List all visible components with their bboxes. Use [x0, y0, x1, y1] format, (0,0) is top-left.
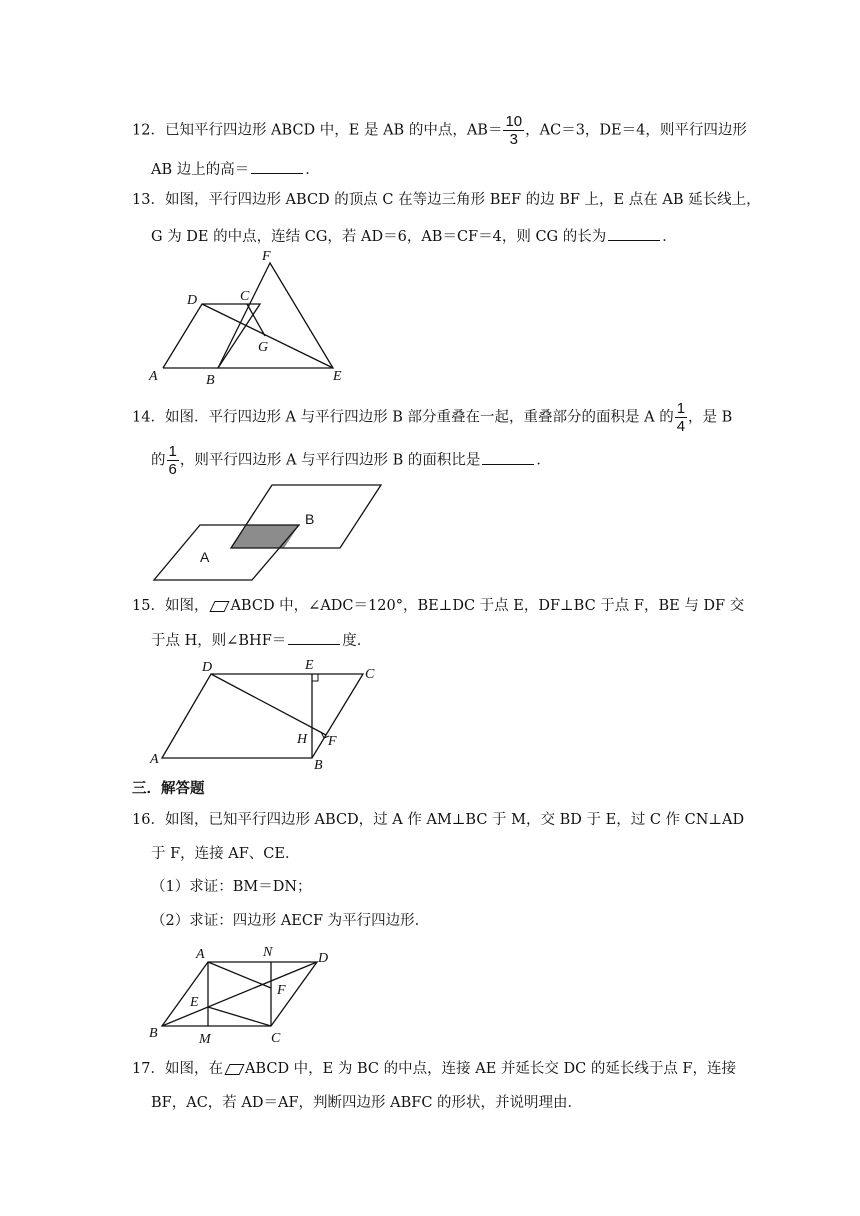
q13-period: ． [662, 229, 677, 245]
q12-text-c: AB 边上的高＝ [151, 162, 250, 178]
q15-line2 [151, 630, 371, 651]
label-e: E [305, 658, 314, 673]
q13-line1: 13．如图，平行四边形 ABCD 的顶点 C 在等边三角形 BEF 的边 BF 上，E 点在 AB 延长线上， [132, 192, 761, 208]
q12-text-b: ，AC＝3，DE＝4，则平行四边形 [525, 122, 747, 139]
label-a-region: A [200, 549, 210, 565]
label-f: F [262, 249, 271, 264]
label-d: D [187, 293, 198, 308]
label-b: B [206, 373, 215, 388]
triangle-bef [218, 263, 333, 368]
q12-text: 12．已知平行四边形 ABCD 中，E 是 AB 的中点，AB＝ [132, 122, 503, 139]
q17-text: 17．如图，在 [132, 1061, 223, 1077]
q14-line1 [132, 400, 732, 435]
q14-text-d: ，则平行四边形 A 与平行四边形 B 的面积比是 [179, 452, 481, 469]
q14-text-b: ，是 B [688, 409, 733, 426]
label-e: E [190, 995, 199, 1010]
frac-num: 10 [505, 113, 523, 130]
q17-line1 [132, 1059, 736, 1079]
q14-text: 14．如图．平行四边形 A 与平行四边形 B 部分重叠在一起，重叠部分的面积是 A 的 [132, 409, 674, 426]
label-c: C [271, 1031, 281, 1046]
label-d: D [318, 951, 329, 966]
frac-den: 6 [168, 461, 177, 478]
segment-ce [208, 1007, 271, 1026]
q16-part2: （2）求证：四边形 AECF 为平行四边形． [151, 913, 430, 929]
q14-fraction-2 [167, 443, 179, 478]
right-angle-e [312, 674, 318, 681]
label-n: N [263, 945, 273, 960]
q15-text: 15．如图， [132, 598, 209, 614]
q16-part1: （1）求证：BM＝DN； [151, 879, 312, 895]
segment-df [211, 674, 326, 735]
q16-figure [162, 962, 317, 1026]
q14-figure [154, 485, 381, 580]
parallelogram-symbol-icon [210, 601, 230, 612]
frac-num: 1 [168, 443, 177, 460]
answer-blank[interactable] [482, 450, 534, 465]
q16-line1: 16．如图，已知平行四边形 ABCD，过 A 作 AM⊥BC 于 M，交 BD 于 E，过 C 作 CN⊥AD [132, 812, 745, 828]
segment-af [208, 962, 271, 988]
answer-blank[interactable] [288, 630, 340, 645]
label-b: B [149, 1026, 158, 1041]
label-h: H [297, 732, 308, 747]
q15-text-b: ABCD 中，∠ADC＝120°，BE⊥DC 于点 E，DF⊥BC 于点 F，BE 与 DF 交 [230, 598, 745, 614]
q14-period: ． [536, 452, 551, 469]
label-c: C [365, 667, 375, 682]
q15-unit: 度． [342, 633, 372, 649]
q17-text-b: ABCD 中，E 为 BC 的中点，连接 AE 并延长交 DC 的延长线于点 F，连接 [244, 1061, 736, 1077]
frac-den: 3 [509, 131, 518, 148]
label-f: F [277, 983, 286, 998]
label-b: B [314, 758, 323, 773]
q14-text-c: 的 [151, 452, 166, 469]
label-a: A [150, 752, 159, 767]
label-d: D [202, 660, 213, 675]
label-c: C [240, 289, 250, 304]
q15-line1 [132, 596, 744, 616]
parallelogram-symbol-icon [224, 1064, 244, 1075]
label-f: F [328, 734, 337, 749]
frac-den: 4 [676, 418, 686, 435]
q12-period: ． [305, 162, 320, 178]
q17-line2: BF，AC，若 AD＝AF，判断四边形 ABFC 的形状，并说明理由． [151, 1095, 583, 1111]
label-g: G [258, 340, 269, 355]
frac-num: 1 [676, 400, 686, 417]
label-e: E [333, 369, 342, 384]
q16-line2: 于 F，连接 AF、CE． [151, 846, 300, 862]
q14-line2 [151, 443, 551, 478]
q13-figure [163, 263, 333, 368]
label-m: M [199, 1032, 211, 1047]
q14-fraction-1 [675, 400, 687, 435]
label-a: A [149, 369, 158, 384]
label-a: A [196, 947, 205, 962]
q15-text-c: 于点 H，则∠BHF＝ [151, 633, 287, 649]
section-heading: 三．解答题 [132, 781, 205, 797]
label-b-region: B [305, 511, 315, 527]
q13-text: G 为 DE 的中点，连结 CG，若 AD＝6，AB＝CF＝4，则 CG 的长为 [151, 229, 607, 245]
